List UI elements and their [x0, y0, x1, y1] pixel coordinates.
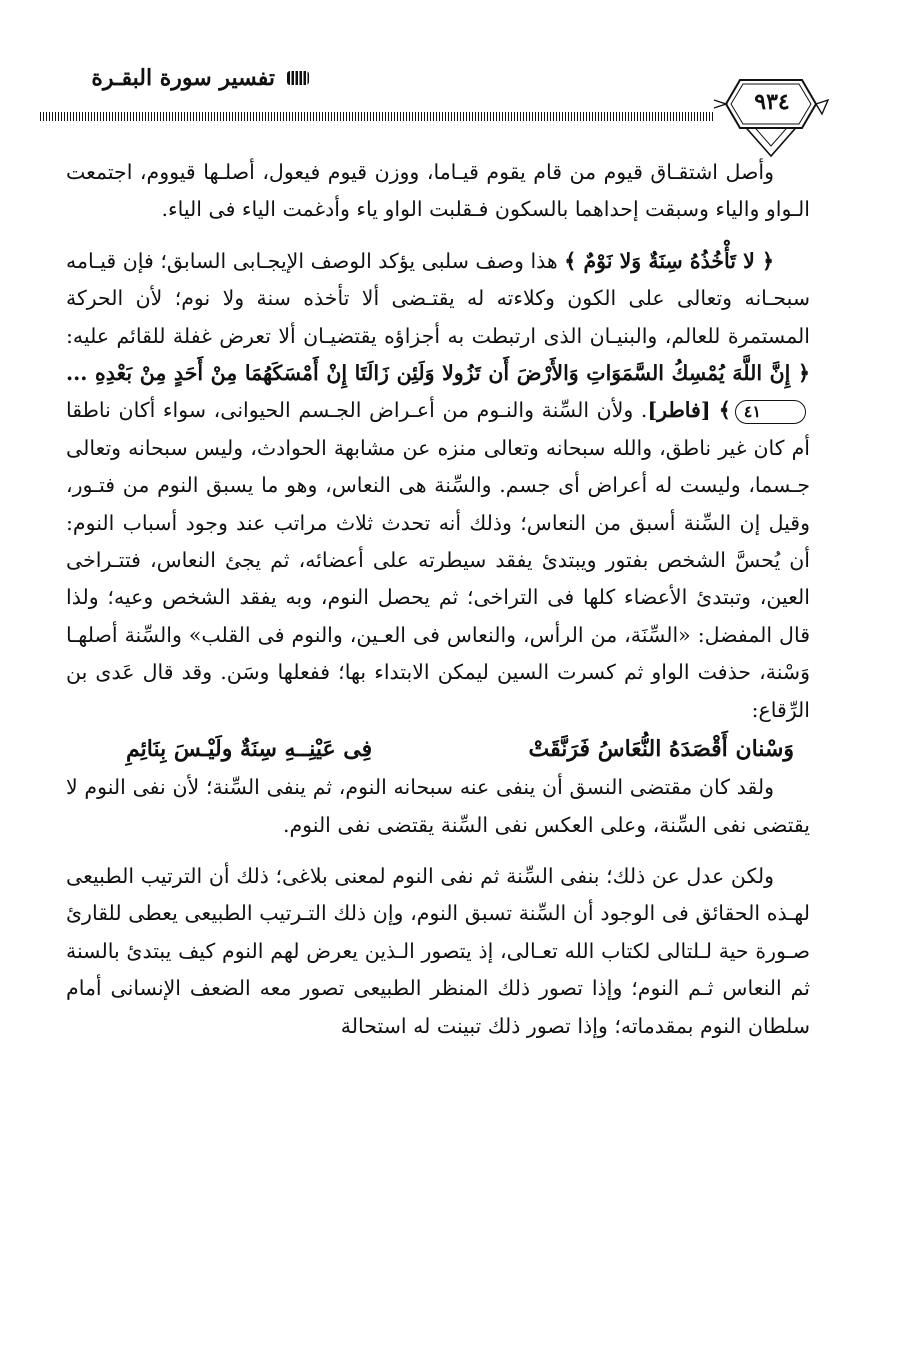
page-number-badge-icon: [712, 74, 830, 158]
running-header: [51, 58, 311, 98]
paragraph-gap: [66, 229, 810, 243]
quran-verse-close: ﴾: [718, 398, 731, 423]
header-rule: [40, 112, 715, 121]
poetry-hemistich-first: وَسْنان أَقْصَدَهُ النُّعَاسُ فَرَنَّقَتْ: [528, 736, 794, 763]
poetry-verse: [66, 729, 810, 769]
verse-number-marker: ٤١: [735, 400, 806, 424]
page-body: [66, 154, 810, 1045]
paragraph: ولقد كان مقتضى النسق أن ينفى عنه سبحانه النوم، ثم ينفى السِّنة؛ لأن نفى النوم لا يقتضى نفى السِّنة، وعلى العكس نفى السِّنة يقتضى نفى النوم.: [66, 775, 810, 837]
paragraph: ولكن عدل عن ذلك؛ بنفى السِّنة ثم نفى النوم لمعنى بلاغى؛ ذلك أن الترتيب الطبيعى لهـذه الحقائق فى الوجود أن السِّنة تسبق النوم، وإن ذلك التـرتيب الطبيعى يعطى للقارئ صـورة حية لـلتالى لكتاب الله تعـالى، إذ يتصور الـذين يعرض لهم النوم كيف يبتدئ بالسنة ثم النعاس ثـم النوم؛ وإذا تصور ذلك المنظر الطبيعى تصور معه الضعف الإنسانى أمام سلطان النوم بمقدماته؛ وإذا تصور ذلك تبينت له استحالة: [66, 863, 810, 1038]
ornament-icon: [285, 68, 311, 88]
quran-verse: ﴿ إِنَّ اللَّهَ يُمْسِكُ السَّمَوَاتِ وَالأَرْضَ أَن تَزُولا وَلَئِن زَالَتَا إِنْ أَمْسَكَهُمَا مِنْ أَحَدٍ مِنْ بَعْدِهِ ...: [66, 361, 810, 386]
paragraph: [66, 243, 810, 729]
book-title: تفسير سورة البقـرة: [91, 65, 275, 91]
paragraph-gap: [66, 844, 810, 858]
page-number: ٩٣٤: [754, 89, 790, 115]
paragraph: وأصل اشتقـاق قيوم من قام يقوم قيـاما، ووزن قيوم فيعول، أصلـها قيووم، اجتمعت الـواو والياء وسبقت إحداهما بالسكون فـقلبت الواو ياء وأدغمت الياء فى الياء.: [66, 160, 810, 222]
poetry-hemistich-second: فِى عَيْنِــهِ سِنَةٌ ولَيْـسَ بِنَائِمِ: [126, 736, 373, 763]
paragraph-text: . ولأن السِّنة والنـوم من أعـراض الجـسم الحيوانى، سواء أكان ناطقا أم كان غير ناطق، والله سبحانه وتعالى منزه عن مشابهة الحوادث، وليس سبحانه وتعالى جـسما، وليست له أعراض أى جسم. والسِّنة هى النعاس، وهو ما يسبق النوم من فتـور، وقيل إن السِّنة أسبق من النعاس؛ وذلك أنه تحدث ثلاث مراتب عند وجود أسباب النوم: أن يُحسَّ الشخص بفتور ويبتدئ يفقد سيطرته على أعضائه، ثم يجئ النعاس، فتتـراخى العين، وتبتدئ الأعضاء كلها فى التراخى؛ ثم يحصل النوم، وبه يفقد الشخص وعيه؛ ولذا قال المفضل: «السِّنَة، من الرأس، والنعاس فى العـين، والنوم فى القلب» والسِّنة أصلهـا وَسْنة، حذفت الواو ثم كسرت السين ليمكن الابتداء بها؛ ففعلها وسَن. وقد قال عَدى بن الرِّقاع:: [66, 398, 810, 722]
quran-verse: ﴿ لا تَأْخُذُهُ سِنَةٌ وَلا نَوْمٌ ﴾: [564, 248, 774, 273]
surah-name: [فاطر]: [647, 398, 719, 423]
paragraph-text: هذا وصف سلبى يؤكد الوصف الإيجـابى السابق؛ فإن قيـامه سبحـانه وتعالى على الكون وكلاءته له يقتـضى ألا تأخذه سنة ولا نوم؛ لأن الحركة المستمرة للعالم، والبنيـان الذى ارتبطت به أجزاؤه يقتضيـان ألا تعرض غفلة للقائم عليه:: [66, 248, 810, 348]
